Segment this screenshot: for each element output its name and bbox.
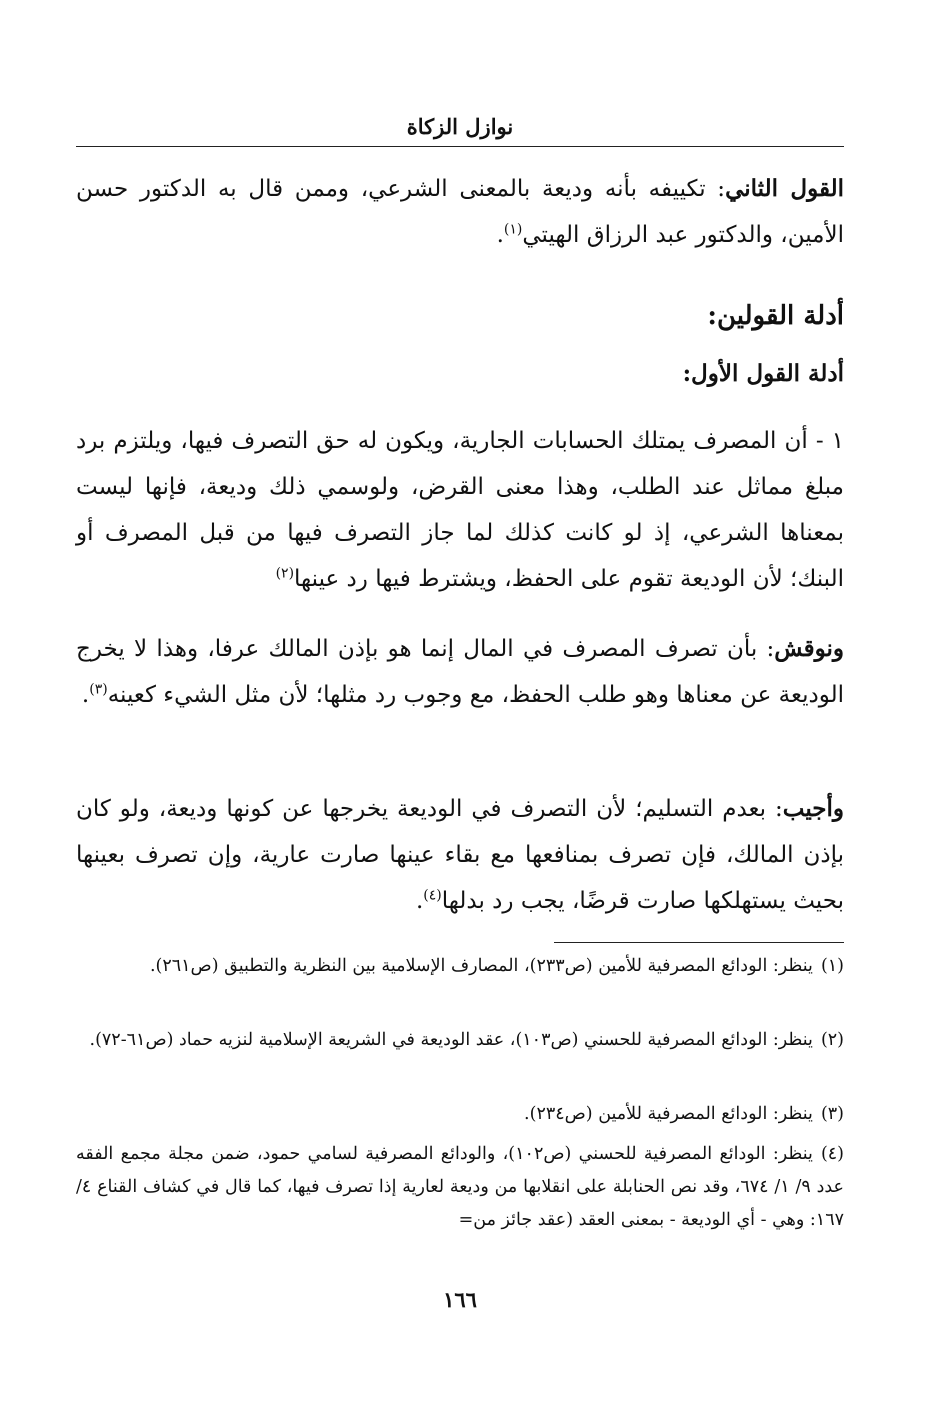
footnote-1 bbox=[76, 950, 844, 983]
footnote-text: ينظر: الودائع المصرفية للأمين (ص٢٣٣)، المصارف الإسلامية بين النظرية والتطبيق (ص٢٦١). bbox=[149, 956, 813, 976]
header-divider bbox=[76, 146, 844, 147]
paragraph-second-opinion bbox=[76, 166, 844, 258]
paragraph-end: . bbox=[81, 682, 90, 708]
footnote-number: (٢) bbox=[820, 1030, 844, 1050]
footnote-number: (٤) bbox=[820, 1144, 844, 1164]
footnote-ref[interactable]: (١) bbox=[503, 221, 523, 238]
footnote-4 bbox=[76, 1138, 844, 1237]
footnote-2 bbox=[76, 1024, 844, 1057]
paragraph-end: . bbox=[415, 888, 424, 914]
footnote-3 bbox=[76, 1098, 844, 1131]
paragraph-evidence-1 bbox=[76, 418, 844, 602]
footnote-number: (١) bbox=[820, 956, 844, 976]
page-number: ١٦٦ bbox=[443, 1287, 477, 1312]
footnote-text: ينظر: الودائع المصرفية للحسني (ص١٠٢)، والودائع المصرفية لسامي حمود، ضمن مجلة مجمع الفقه عدد ٩/ ١/ ٦٧٤، وقد نص الحنابلة على انقلابها من وديعة لعارية إذا تصرف فيها، كما قال في كشاف القناع ٤/ ١٦٧: وهي - أي الوديعة - بمعنى العقد (عقد جائز من= bbox=[76, 1144, 844, 1230]
lead-term: وأجيب bbox=[782, 795, 844, 822]
footnote-ref[interactable]: (٢) bbox=[275, 565, 295, 582]
book-page bbox=[76, 0, 844, 1404]
lead-term: القول الثاني bbox=[725, 175, 844, 202]
footnote-ref[interactable]: (٣) bbox=[89, 681, 108, 698]
footnote-ref[interactable]: (٤) bbox=[423, 887, 442, 904]
paragraph-text: : بأن تصرف المصرف في المال إنما هو بإذن المالك عرفا، وهذا لا يخرج الوديعة عن معناها وهو طلب الحفظ، مع وجوب رد مثلها؛ لأن مثل الشيء كعينه bbox=[76, 636, 844, 708]
footnote-divider bbox=[554, 942, 844, 943]
running-header-title: نوازل الزكاة bbox=[406, 114, 514, 139]
lead-term: ونوقش bbox=[774, 635, 844, 662]
footnote-text: ينظر: الودائع المصرفية للأمين (ص٢٣٤). bbox=[524, 1104, 813, 1124]
paragraph-text: ١ - أن المصرف يمتلك الحسابات الجارية، ويكون له حق التصرف فيها، ويلتزم برد مبلغ مماثل عند الطلب، وهذا معنى القرض، ولوسمي ذلك وديعة، فإنها ليست بمعناها الشرعي، إذ لو كانت كذلك لما جاز التصرف فيها من قبل المصرف أو البنك؛ لأن الوديعة تقوم على الحفظ، ويشترط فيها رد عينها bbox=[76, 428, 844, 592]
paragraph-text: : تكييفه بأنه وديعة بالمعنى الشرعي، وممن قال به الدكتور حسن الأمين، والدكتور عبد الرزاق الهيتي bbox=[76, 176, 844, 248]
paragraph-end: . bbox=[496, 222, 504, 248]
paragraph-objection bbox=[76, 626, 844, 718]
section-heading: أدلة القولين: bbox=[707, 301, 844, 331]
paragraph-text: : بعدم التسليم؛ لأن التصرف في الوديعة يخرجها عن كونها وديعة، ولو كان بإذن المالك، فإن تصرف بمنافعها مع بقاء عينها صارت عارية، وإن تصرف بعينها بحيث يستهلكها صارت قرضًا، يجب رد بدلها bbox=[76, 796, 844, 914]
subsection-heading: أدلة القول الأول: bbox=[682, 360, 844, 387]
paragraph-reply bbox=[76, 786, 844, 924]
footnote-text: ينظر: الودائع المصرفية للحسني (ص١٠٣)، عقد الوديعة في الشريعة الإسلامية لنزيه حماد (ص٦١-٧٢). bbox=[89, 1030, 813, 1050]
footnote-number: (٣) bbox=[820, 1104, 844, 1124]
